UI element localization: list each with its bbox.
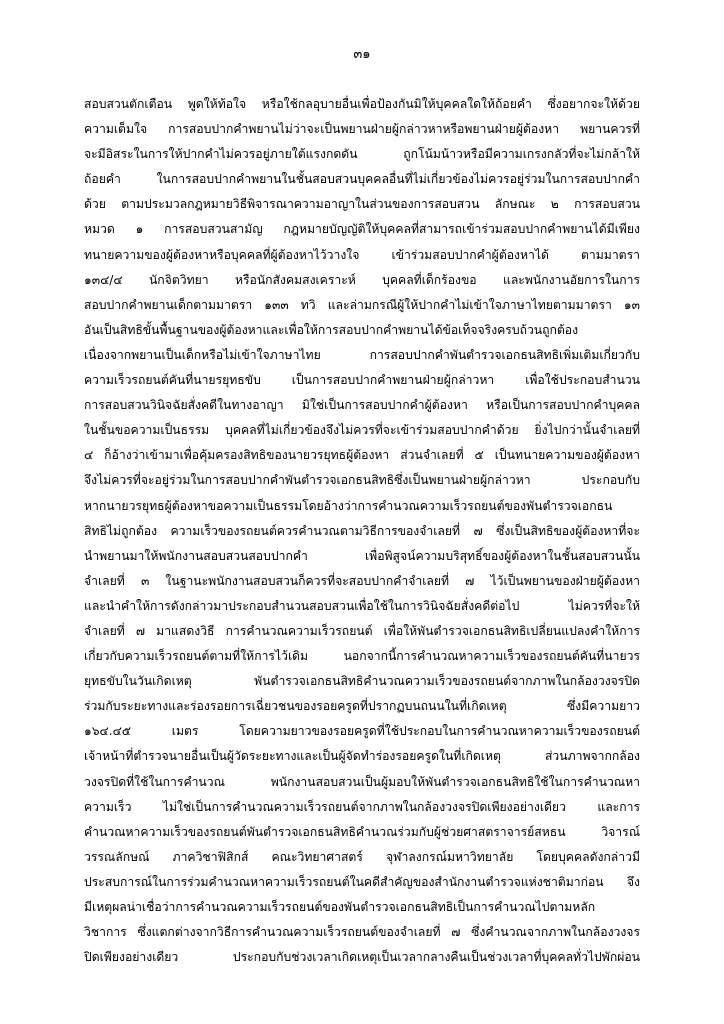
- body-line: จำเลยที่ ๓ ในฐานะพนักงานสอบสวนก็ควรที่จะสอบปากคำจำเลยที่ ๗ ไว้เป็นพยานของฝ่ายผู้ต้องหา: [84, 573, 640, 588]
- body-line: ประสบการณ์ในการร่วมคำนวณหาความเร็วรถยนต์ในคดีสำคัญของสำนักงานตำรวจแห่งชาติมาก่อน จึง: [84, 874, 640, 889]
- body-line: การสอบสวนวินิจฉัยสั่งคดีในทางอาญา มิใช่เป็นการสอบปากคำผู้ต้องหา หรือเป็นการสอบปากคำบุคคล: [84, 398, 640, 413]
- body-line: วรรณลักษณ์ ภาควิชาฟิสิกส์ คณะวิทยาศาสตร์ จุฬาลงกรณ์มหาวิทยาลัย โดยบุคคลดังกล่าวมี: [84, 849, 640, 864]
- document-body: [84, 92, 640, 970]
- body-line: ถ้อยคำ ในการสอบปากคำพยานในชั้นสอบสวนบุคคลอื่นที่ไม่เกี่ยวข้องไม่ควรอยู่ร่วมในการสอบปากคำ: [84, 172, 640, 187]
- body-line: ความเต็มใจ การสอบปากคำพยานไม่ว่าจะเป็นพยานฝ่ายผู้กล่าวหาหรือพยานฝ่ายผู้ต้องหา พยานควรที่: [84, 122, 640, 137]
- body-line: อันเป็นสิทธิขั้นพื้นฐานของผู้ต้องหาและเพื่อให้การสอบปากคำพยานได้ข้อเท็จจริงครบถ้วนถูกต้อง: [84, 322, 579, 337]
- body-line: มีเหตุผลน่าเชื่อว่าการคำนวณความเร็วรถยนต์ของพันตำรวจเอกธนสิทธิเป็นการคำนวณไปตามหลัก: [84, 900, 596, 914]
- body-line: เกี่ยวกับความเร็วรถยนต์ตามที่ให้การไว้เดิม นอกจากนี้การคำนวณหาความเร็วของรถยนต์คันที่นายวร: [84, 649, 640, 664]
- body-line: คำนวณหาความเร็วของรถยนต์พันตำรวจเอกธนสิทธิคำนวณร่วมกับผู้ช่วยศาสตราจารย์สหธน วิจารณ์: [84, 824, 640, 839]
- body-line: ร่วมกับระยะทางและร่องรอยการเฉี่ยวชนของรอยครูดที่ปรากฏบนถนนในที่เกิดเหตุ ซึ่งมีความยาว: [84, 699, 640, 714]
- body-line: ทนายความของผู้ต้องหาหรือบุคคลที่ผู้ต้องหาไว้วางใจ เข้าร่วมสอบปากคำผู้ต้องหาได้ ตามมาตรา: [84, 247, 640, 262]
- body-line: นำพยานมาให้พนักงานสอบสวนสอบปากคำ เพื่อพิสูจน์ความบริสุทธิ์ของผู้ต้องหาในชั้นสอบสวนนั้น: [84, 548, 640, 563]
- body-line: ๑๖๔.๔๕ เมตร โดยความยาวของรอยครูดที่ใช้ประกอบในการคำนวณหาความเร็วของรถยนต์: [84, 724, 640, 739]
- body-line: หากนายวรยุทธผู้ต้องหาขอความเป็นธรรมโดยอ้างว่าการคำนวณความเร็วรถยนต์ของพันตำรวจเอกธน: [84, 498, 613, 513]
- body-line: และนำคำให้การดังกล่าวมาประกอบสำนวนสอบสวนเพื่อใช้ในการวินิจฉัยสั่งคดีต่อไป ไม่ควรที่จะให้: [84, 598, 640, 613]
- body-line: ๔ ก็อ้างว่าเข้ามาเพื่อคุ้มครองสิทธิของนายวรยุทธผู้ต้องหา ส่วนจำเลยที่ ๕ เป็นทนายความของผู้ต้องหา: [84, 448, 640, 463]
- body-line: ด้วย ตามประมวลกฎหมายวิธีพิจารณาความอาญาในส่วนของการสอบสวน ลักษณะ ๒ การสอบสวน: [84, 197, 640, 212]
- body-line: สิทธิไม่ถูกต้อง ความเร็วของรถยนต์ควรคำนวณตามวิธีการของจำเลยที่ ๗ ซึ่งเป็นสิทธิของผู้ต้องหาที่จะ: [84, 523, 640, 538]
- body-line: เนื่องจากพยานเป็นเด็กหรือไม่เข้าใจภาษาไทย การสอบปากคำพันตำรวจเอกธนสิทธิเพิ่มเติมเกี่ยวกับ: [84, 347, 640, 362]
- page-number: ๓๑: [353, 47, 371, 62]
- body-line: จะมีอิสระในการให้ปากคำไม่ควรอยู่ภายใต้แรงกดดัน ถูกโน้มน้าวหรือมีความเกรงกลัวที่จะไม่กล้าให้: [84, 147, 640, 162]
- body-line: ความเร็วรถยนต์คันที่นายรยุทธขับ เป็นการสอบปากคำพยานฝ่ายผู้กล่าวหา เพื่อใช้ประกอบสำนวน: [84, 373, 640, 388]
- body-line: ๑๓๔/๔ นักจิตวิทยา หรือนักสังคมสงเคราะห์ บุคคลที่เด็กร้องขอ และพนักงานอัยการในการ: [84, 272, 640, 287]
- body-line: วิชาการ ซึ่งแตกต่างจากวิธีการคำนวณความเร็วรถยนต์ของจำเลยที่ ๗ ซึ่งคำนวณจากภาพในกล้องวงจร: [84, 925, 640, 940]
- body-line: จำเลยที่ ๗ มาแสดงวิธี การคำนวณความเร็วรถยนต์ เพื่อให้พันตำรวจเอกธนสิทธิเปลี่ยนแปลงคำให้การ: [84, 623, 640, 638]
- body-line: ความเร็ว ไม่ใช่เป็นการคำนวณความเร็วรถยนต์จากภาพในกล้องวงจรปิดเพียงอย่างเดียว และการ: [84, 799, 640, 814]
- body-line: หมวด ๑ การสอบสวนสามัญ กฎหมายบัญญัติให้บุคคลที่สามารถเข้าร่วมสอบปากคำพยานได้มีเพียง: [84, 222, 640, 237]
- body-line: สอบปากคำพยานเด็กตามมาตรา ๑๓๓ ทวิ และล่ามกรณีผู้ให้ปากคำไม่เข้าใจภาษาไทยตามมาตรา ๑๓: [84, 297, 640, 312]
- body-line: ในชั้นขอความเป็นธรรม บุคคลที่ไม่เกี่ยวข้องจึงไม่ควรที่จะเข้าร่วมสอบปากคำด้วย ยิ่งไปกว่านั้นจำเลยที่: [84, 423, 640, 438]
- body-line: จึงไม่ควรที่จะอยู่ร่วมในการสอบปากคำพันตำรวจเอกธนสิทธิซึ่งเป็นพยานฝ่ายผู้กล่าวหา ประกอบกับ: [84, 473, 640, 488]
- body-line: วงจรปิดที่ใช้ในการคำนวณ พนักงานสอบสวนเป็นผู้มอบให้พันตำรวจเอกธนสิทธิใช้ในการคำนวณหา: [84, 774, 640, 789]
- body-line: เจ้าหน้าที่ตำรวจนายอื่นเป็นผู้วัดระยะทางและเป็นผู้จัดทำร่องรอยครูดในที่เกิดเหตุ ส่วนภาพจากกล้อง: [84, 749, 640, 764]
- body-line: ยุทธขับในวันเกิดเหตุ พันตำรวจเอกธนสิทธิคำนวณความเร็วของรถยนต์จากภาพในกล้องวงจรปิด: [84, 674, 640, 689]
- body-line: ปิดเพียงอย่างเดียว ประกอบกับช่วงเวลาเกิดเหตุเป็นเวลากลางคืนเป็นช่วงเวลาที่บุคคลทั่วไปพักผ่อน: [84, 950, 640, 965]
- body-line: สอบสวนตักเตือน พูดให้ท้อใจ หรือใช้กลอุบายอื่นเพื่อป้องกันมิให้บุคคลใดให้ถ้อยคำ ซึ่งอยากจะให้ด้วย: [84, 97, 640, 111]
